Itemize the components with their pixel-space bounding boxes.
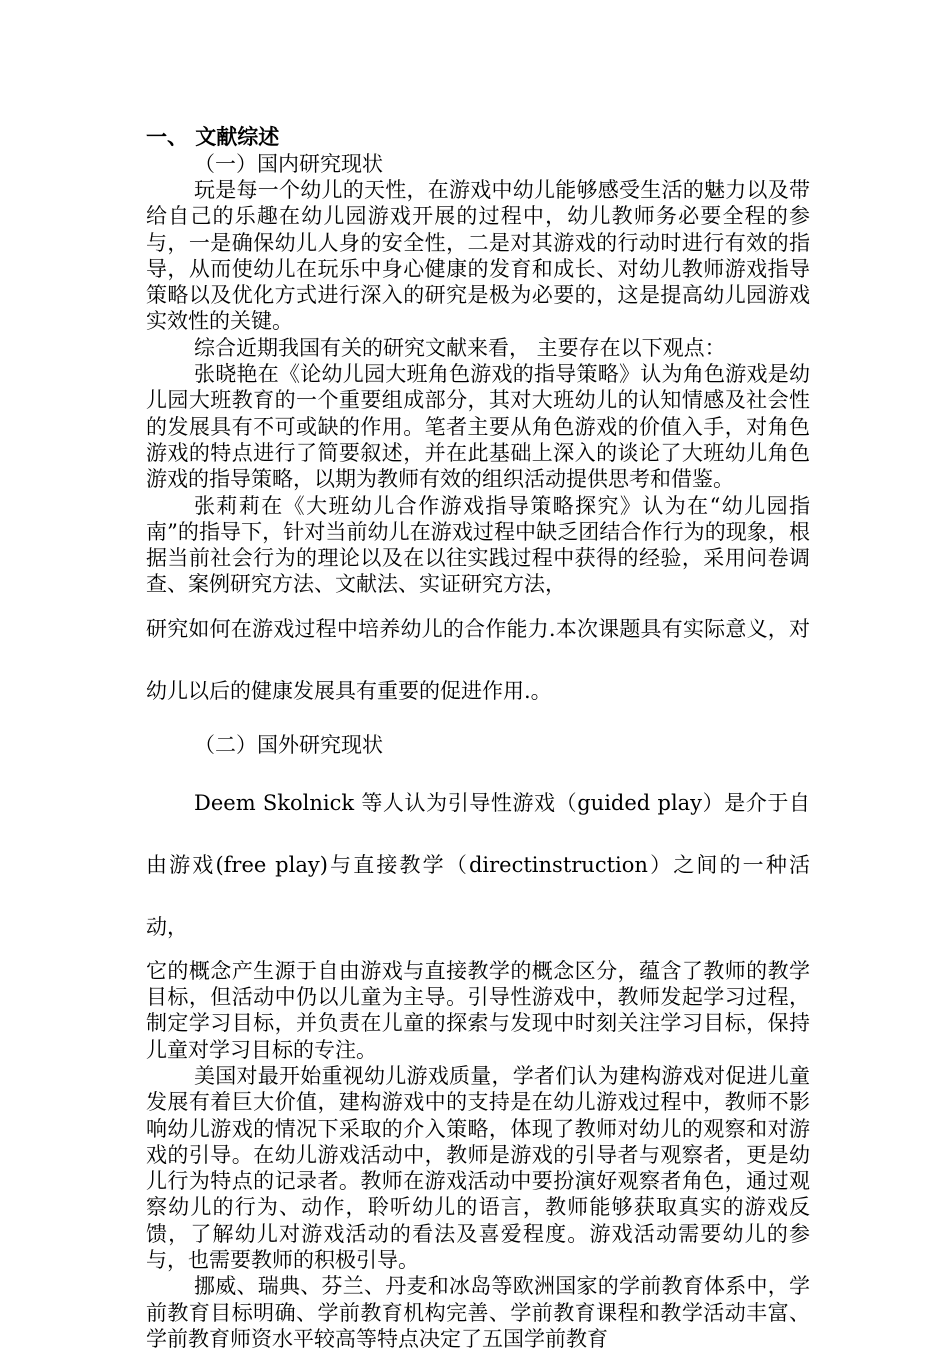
paragraph-literature-overview: 综合近期我国有关的研究文献来看， 主要存在以下观点： bbox=[194, 335, 726, 360]
paragraph-guided-play-continued: 它的概念产生源于自由游戏与直接教学的概念区分，蕴含了教师的教学目标，但活动中仍以儿童为主导。引导性游戏中，教师发起学习过程，制定学习目标，并负责在儿童的探索与发现中时刻关注学习目标，保持儿童对学习目标的专注。 bbox=[146, 958, 810, 1062]
document-body bbox=[146, 124, 810, 1352]
subheading-foreign: （二）国外研究现状 bbox=[194, 732, 383, 757]
paragraph-guided-play: Deem Skolnick 等人认为引导性游戏（guided play）是介于自由游戏(free play)与直接教学（directinstruction）之间的一种活动， bbox=[146, 790, 810, 939]
subheading-domestic: （一）国内研究现状 bbox=[194, 152, 383, 176]
paragraph-zhang-lili: 张莉莉在《大班幼儿合作游戏指导策略探究》认为在“幼儿园指南”的指导下，针对当前幼儿在游戏过程中缺乏团结合作行为的现象，根据当前社会行为的理论以及在以往实践过程中获得的经验，采用问卷调查、案例研究方法、文献法、实证研究方法， bbox=[146, 493, 810, 597]
paragraph-usa-construction-play: 美国对最开始重视幼儿游戏质量，学者们认为建构游戏对促进儿童发展有着巨大价值，建构游戏中的支持是在幼儿游戏过程中，教师不影响幼儿游戏的情况下采取的介入策略，体现了教师对幼儿的观察和对游戏的引导。在幼儿游戏活动中，教师是游戏的引导者与观察者，更是幼儿行为特点的记录者。教师在游戏活动中要扮演好观察者角色，通过观察幼儿的行为、动作，聆听幼儿的语言，教师能够获取真实的游戏反馈，了解幼儿对游戏活动的看法及喜爱程度。游戏活动需要幼儿的参与，也需要教师的积极引导。 bbox=[146, 1063, 810, 1273]
section-heading: 一、 文献综述 bbox=[146, 125, 280, 149]
paragraph-zhang-xiaoyan: 张晓艳在《论幼儿园大班角色游戏的指导策略》认为角色游戏是幼儿园大班教育的一个重要组成部分，其对大班幼儿的认知情感及社会性的发展具有不可或缺的作用。笔者主要从角色游戏的价值入手，对角色游戏的特点进行了简要叙述，并在此基础上深入的谈论了大班幼儿角色游戏的指导策略，以期为教师有效的组织活动提供思考和借鉴。 bbox=[146, 362, 810, 492]
paragraph-nordic-preschool: 挪威、瑞典、芬兰、丹麦和冰岛等欧洲国家的学前教育体系中，学前教育目标明确、学前教育机构完善、学前教育课程和教学活动丰富、学前教育师资水平较高等特点决定了五国学前教育 bbox=[146, 1274, 810, 1351]
paragraph-zhang-lili-continued: 研究如何在游戏过程中培养幼儿的合作能力.本次课题具有实际意义，对幼儿以后的健康发展具有重要的促进作用.。 bbox=[146, 616, 810, 703]
paragraph-play-nature: 玩是每一个幼儿的天性，在游戏中幼儿能够感受生活的魅力以及带给自己的乐趣在幼儿园游戏开展的过程中，幼儿教师务必要全程的参与，一是确保幼儿人身的安全性，二是对其游戏的行动时进行有效的指导，从而使幼儿在玩乐中身心健康的发育和成长、对幼儿教师游戏指导策略以及优化方式进行深入的研究是极为必要的，这是提高幼儿园游戏实效性的关键。 bbox=[146, 178, 810, 334]
